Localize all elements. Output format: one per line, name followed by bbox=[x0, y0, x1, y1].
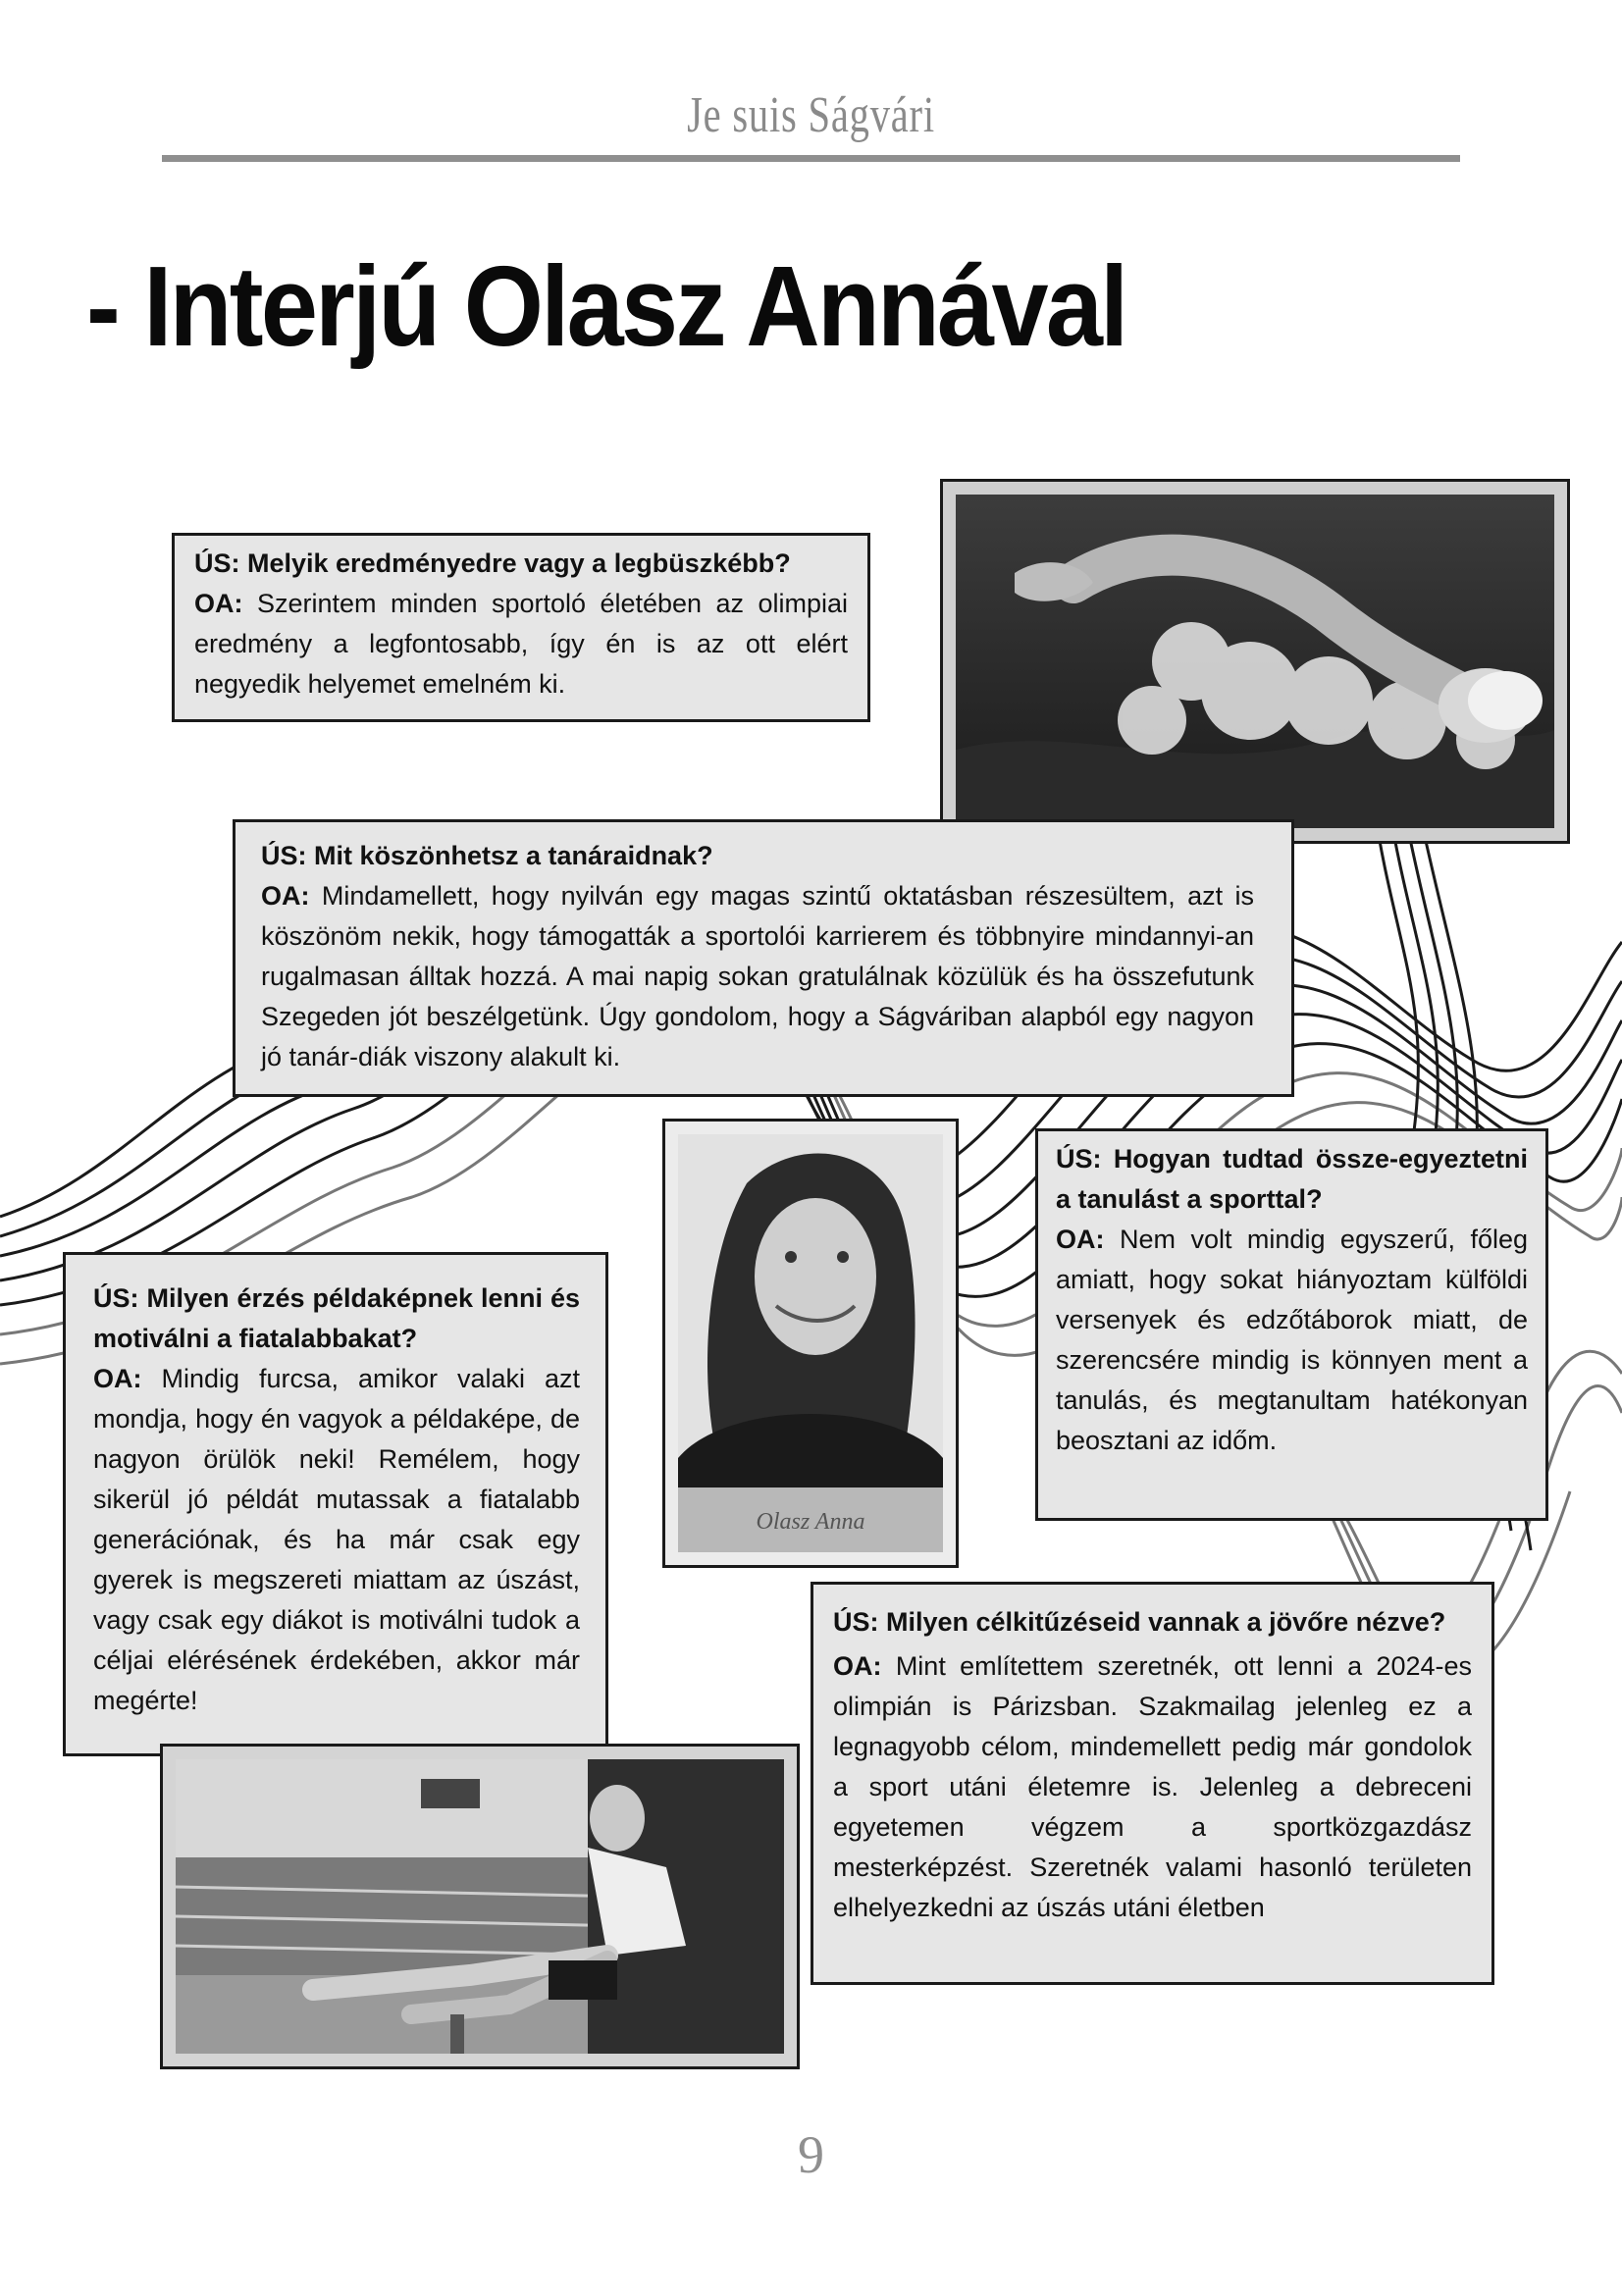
header-rule bbox=[162, 155, 1460, 162]
qa-box-4 bbox=[63, 1252, 608, 1756]
qa-box-2 bbox=[233, 819, 1294, 1097]
swimming-photo bbox=[956, 495, 1554, 828]
portrait-photo bbox=[678, 1134, 943, 1552]
answer-1: Szerintem minden sportoló életében az olimpiai eredmény a legfontosabb, így én is az ott elért negyedik helyemet emelném ki. bbox=[194, 589, 848, 699]
page-title: - Interjú Olasz Annával bbox=[86, 242, 1126, 370]
answer-4: Mindig furcsa, amikor valaki azt mondja, hogy én vagyok a példaképe, de nagyon örülök neki! Remélem, hogy sikerül jó példát mutassak a fiatalabb generációnak, és ha már csak egy gyerek is megszereti miattam az úszást, vagy csak egy diákot is motiválni tudok a céljai elérésének érdekében, akkor már megérte! bbox=[93, 1364, 580, 1715]
swimming-photo-frame bbox=[940, 479, 1570, 844]
question-4: ÚS: Milyen érzés példaképnek lenni és motiválni a fiatalabbakat? bbox=[93, 1283, 580, 1353]
portrait-signature: Olasz Anna bbox=[756, 1509, 865, 1535]
answer-3: Nem volt mindig egyszerű, főleg amiatt, hogy sokat hiányoztam külföldi versenyek és edzőtáborok miatt, de szerencsére mindig is könnyen ment a tanulás, és megtanultam hatékonyan beosztani az időm. bbox=[1056, 1225, 1528, 1455]
answer-label-5: OA: bbox=[833, 1651, 882, 1681]
answer-5: Mint említettem szeretnék, ott lenni a 2024-es olimpián is Párizsban. Szakmailag jelenleg ez a legnagyobb célom, mindemellett pedig már gondolok a sport utáni életemre is. Jelenleg a debreceni egyetemen végzem a sportközgazdász mesterképzést. Szeretnék valami hasonló területen elhelyezkedni az úszás utáni életben bbox=[833, 1651, 1472, 1922]
answer-2: Mindamellett, hogy nyilván egy magas szintű oktatásban részesültem, azt is köszönöm nekik, hogy támogatták a sportolói karrierem és többnyire mindannyi-an rugalmasan álltak hozzá. A mai napig sokan gratulálnak közülük és ha összefutunk Szegeden jót beszélgetünk. Úgy gondolom, hogy a Ságváriban alapból egy nagyon jó tanár-diák viszony alakult ki. bbox=[261, 881, 1254, 1071]
question-3: ÚS: Hogyan tudtad össze-egyeztetni a tanulást a sporttal? bbox=[1056, 1144, 1528, 1214]
question-2: ÚS: Mit köszönhetsz a tanáraidnak? bbox=[261, 841, 713, 870]
pool-photo-frame bbox=[160, 1744, 800, 2069]
question-1: ÚS: Melyik eredményedre vagy a legbüszkébb? bbox=[194, 548, 791, 578]
question-5: ÚS: Milyen célkitűzéseid vannak a jövőre nézve? bbox=[833, 1607, 1446, 1637]
answer-label-3: OA: bbox=[1056, 1225, 1105, 1254]
answer-label-4: OA: bbox=[93, 1364, 142, 1393]
answer-label-2: OA: bbox=[261, 881, 310, 911]
answer-label-1: OA: bbox=[194, 589, 243, 618]
qa-box-1 bbox=[172, 533, 870, 722]
masthead: Je suis Ságvári bbox=[687, 87, 935, 143]
qa-box-5 bbox=[811, 1582, 1494, 1985]
page-number: 9 bbox=[798, 2125, 824, 2184]
qa-box-3 bbox=[1035, 1128, 1548, 1521]
pool-photo bbox=[176, 1759, 784, 2054]
portrait-photo-frame bbox=[662, 1119, 959, 1568]
